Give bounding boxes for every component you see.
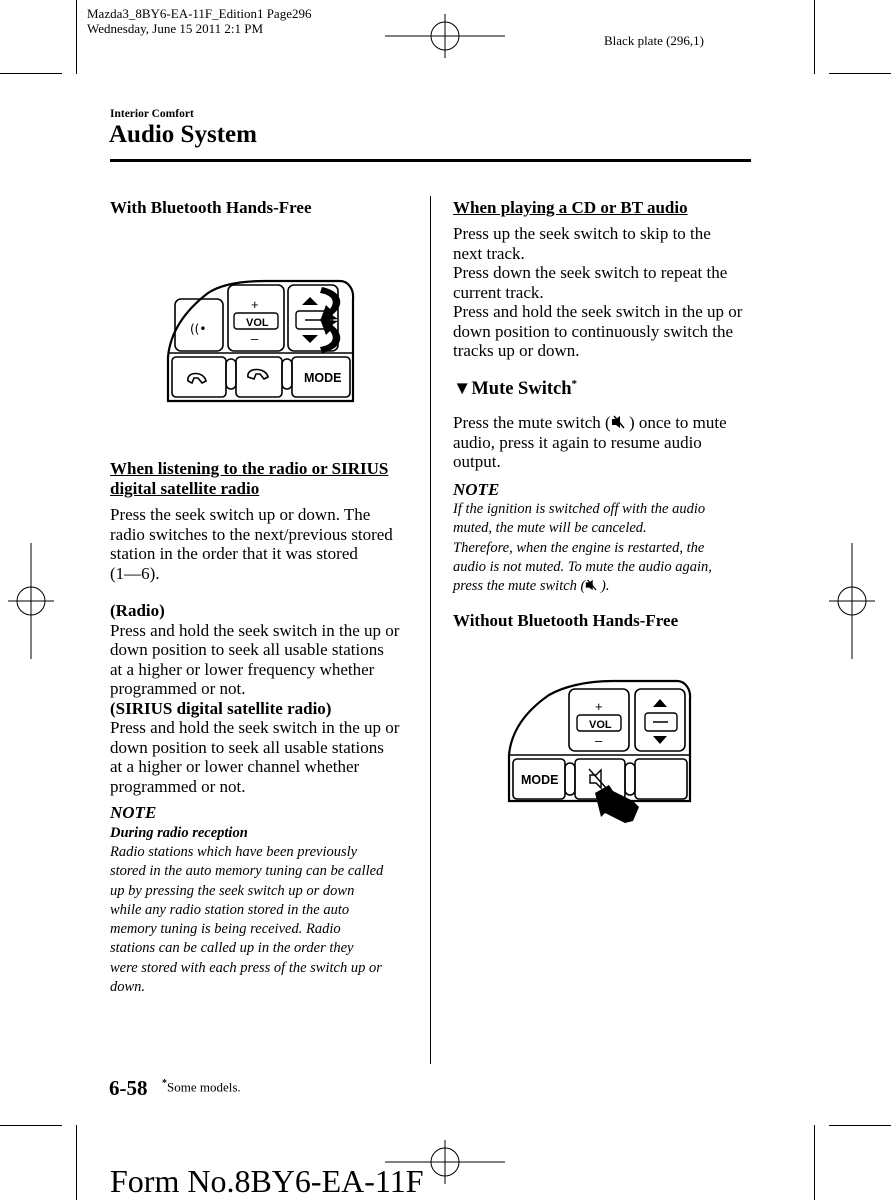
note-line: while any radio station stored in the auto — [110, 901, 350, 918]
registration-mark-right — [829, 543, 875, 659]
crop-mark — [0, 1125, 62, 1126]
text-line: current track. — [453, 282, 544, 302]
crop-mark — [814, 0, 815, 74]
fig2-minus: – — [595, 733, 603, 748]
cd-heading: When playing a CD or BT audio — [453, 198, 688, 217]
mute-heading-text: Mute Switch — [471, 379, 572, 400]
footnote — [162, 1078, 241, 1095]
text-line: (1—6). — [110, 563, 160, 583]
cd-paragraph — [453, 224, 763, 361]
radio-hold-block — [110, 601, 420, 796]
note-line: memory tuning is being received. Radio — [110, 921, 341, 938]
mute-line-end: ) once to mute — [624, 413, 727, 432]
file-info-line2: Wednesday, June 15 2011 2:1 PM — [87, 21, 264, 36]
fig2-mode: MODE — [521, 773, 559, 787]
note-last-end: ). — [597, 578, 610, 595]
text-line: programmed or not. — [110, 679, 246, 698]
note-line — [453, 577, 763, 596]
mute-icon — [585, 579, 597, 591]
crop-mark — [76, 0, 77, 74]
left-note-title: NOTE — [110, 803, 157, 822]
radio-paragraph — [110, 505, 420, 583]
text-line: tracks up or down. — [453, 341, 580, 360]
page-number: 6-58 — [109, 1076, 148, 1100]
plate-info: Black plate (296,1) — [604, 33, 704, 48]
fig1-plus: + — [251, 297, 259, 312]
voice-icon: ((• — [190, 322, 207, 336]
bt-heading: With Bluetooth Hands-Free — [110, 198, 312, 217]
section-category: Interior Comfort — [110, 108, 194, 120]
registration-mark-top — [385, 14, 505, 58]
fig1-vol: VOL — [246, 317, 269, 329]
fig1-minus: – — [251, 331, 259, 346]
no-bt-heading: Without Bluetooth Hands-Free — [453, 611, 679, 630]
text-line: Press the seek switch up or down. The — [110, 505, 371, 524]
title-rule — [110, 159, 751, 162]
note-line: stations can be called up in the order they — [110, 940, 354, 957]
text-line: programmed or not. — [110, 776, 246, 796]
fig1-mode: MODE — [304, 371, 342, 385]
text-line: Press and hold the seek switch in the up or — [110, 718, 400, 737]
mute-line-start: Press the mute switch ( — [453, 413, 611, 432]
text-line: at a higher or lower frequency whether — [110, 659, 375, 679]
column-divider — [430, 196, 431, 1064]
text-line: Press down the seek switch to repeat the — [453, 263, 728, 282]
footnote-star: * — [571, 378, 578, 390]
text-line: next track. — [453, 243, 525, 263]
note-line: up by pressing the seek switch up or down — [110, 882, 355, 899]
right-note-body — [453, 500, 763, 596]
text-line: Press and hold the seek switch in the up or — [110, 620, 400, 640]
sirius-label: (SIRIUS digital satellite radio) — [110, 698, 332, 718]
footnote-star: * — [162, 1078, 167, 1089]
registration-mark-left — [8, 543, 54, 659]
note-line: Radio stations which have been previously — [110, 844, 358, 860]
left-note-body — [110, 843, 420, 997]
fig2-vol: VOL — [589, 719, 612, 731]
form-number: Form No.8BY6-EA-11F — [110, 1163, 424, 1199]
text-line: Press up the seek switch to skip to the — [453, 224, 711, 243]
left-note-subtitle: During radio reception — [110, 825, 248, 841]
crop-mark — [76, 1125, 77, 1200]
phone-hangup-icon — [248, 370, 268, 380]
mute-icon — [611, 415, 625, 429]
crop-mark — [814, 1125, 815, 1200]
note-line: stored in the auto memory tuning can be called — [110, 863, 384, 880]
steering-switch-no-bt-figure — [505, 675, 697, 827]
note-line: Therefore, when the engine is restarted, the — [453, 539, 705, 556]
triangle-marker-icon: ▼ — [453, 379, 472, 400]
radio-heading-line2: digital satellite radio — [110, 479, 260, 498]
phone-pickup-icon — [188, 374, 206, 384]
note-line: down. — [110, 979, 146, 996]
file-info-line1: Mazda3_8BY6-EA-11F_Edition1 Page296 — [87, 6, 312, 21]
crop-mark — [829, 73, 891, 74]
text-line: station in the order that it was stored — [110, 544, 358, 563]
note-line: audio is not muted. To mute the audio again, — [453, 558, 712, 575]
note-line: muted, the mute will be canceled. — [453, 520, 647, 537]
text-line: Press and hold the seek switch in the up or — [453, 302, 743, 321]
text-line: at a higher or lower channel whether — [110, 757, 360, 776]
press-arrow-icon — [595, 785, 639, 823]
crop-mark — [829, 1125, 891, 1126]
text-line: radio switches to the next/previous stored — [110, 524, 393, 544]
footnote-text: Some models. — [167, 1079, 241, 1095]
crop-mark — [0, 73, 62, 74]
text-line: down position to seek all usable stations — [110, 640, 384, 659]
page-title: Audio System — [109, 121, 257, 148]
text-line: output. — [453, 452, 501, 471]
text-line: down position to continuously switch the — [453, 321, 734, 341]
text-line: audio, press it again to resume audio — [453, 432, 702, 452]
mute-paragraph — [453, 413, 763, 472]
steering-switch-bt-figure — [160, 275, 356, 405]
note-line: If the ignition is switched off with the audio — [453, 501, 706, 517]
note-last-start: press the mute switch ( — [453, 578, 586, 595]
note-line: were stored with each press of the switch up or — [110, 959, 382, 976]
radio-label: (Radio) — [110, 601, 165, 620]
right-note-title: NOTE — [453, 480, 500, 499]
text-line — [453, 413, 763, 433]
text-line: down position to seek all usable stations — [110, 737, 384, 757]
fig2-plus: + — [595, 699, 603, 714]
mute-heading — [453, 378, 577, 400]
radio-heading-line1: When listening to the radio or SIRIUS — [110, 459, 389, 478]
